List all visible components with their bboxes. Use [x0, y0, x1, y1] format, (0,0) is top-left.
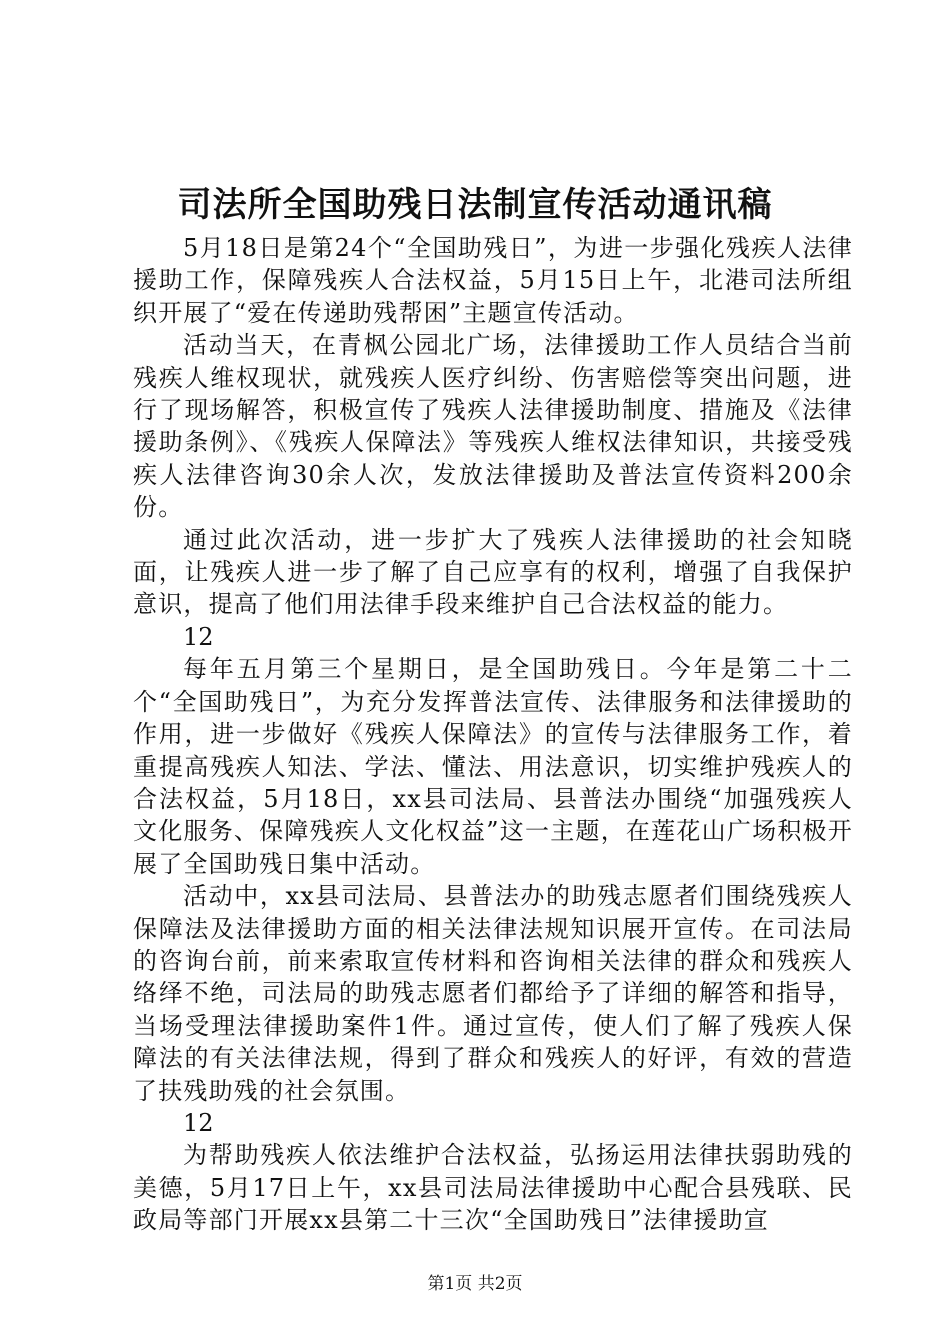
- page-number-footer: 第1页 共2页: [427, 1274, 523, 1294]
- section-marker-1: 12: [183, 622, 214, 651]
- paragraph-2: 活动当天，在青枫公园北广场，法律援助工作人员结合当前残疾人维权现状，就残疾人医疗纠纷、伤害赔偿等突出问题，进行了现场解答，积极宣传了残疾人法律援助制度、措施及《法律援助条例》、《残疾人保障法》等残疾人维权法律知识，共接受残疾人法律咨询30余人次，发放法律援助及普法宣传资料200余份。: [133, 331, 853, 522]
- paragraph-1: 5月18日是第24个“全国助残日”，为进一步强化残疾人法律援助工作，保障残疾人合法权益，5月15日上午，北港司法所组织开展了“爱在传递助残帮困”主题宣传活动。: [133, 234, 853, 327]
- paragraph-3: 通过此次活动，进一步扩大了残疾人法律援助的社会知晓面，让残疾人进一步了解了自己应享有的权利，增强了自我保护意识，提高了他们用法律手段来维护自己合法权益的能力。: [133, 525, 853, 619]
- section-marker-2: 12: [183, 1108, 214, 1137]
- document-body: [133, 232, 853, 1237]
- paragraph-6: 为帮助残疾人依法维护合法权益，弘扬运用法律扶弱助残的美德，5月17日上午，xx县司法局法律援助中心配合县残联、民政局等部门开展xx县第二十三次“全国助残日”法律援助宣: [133, 1141, 853, 1235]
- paragraph-4: 每年五月第三个星期日，是全国助残日。今年是第二十二个“全国助残日”，为充分发挥普法宣传、法律服务和法律援助的作用，进一步做好《残疾人保障法》的宣传与法律服务工作，着重提高残疾人知法、学法、懂法、用法意识，切实维护残疾人的合法权益，5月18日，xx县司法局、县普法办围绕“加强残疾人文化服务、保障残疾人文化权益”这一主题，在莲花山广场积极开展了全国助残日集中活动。: [133, 655, 853, 878]
- document-title: 司法所全国助残日法制宣传活动通讯稿: [177, 185, 773, 225]
- paragraph-5: 活动中，xx县司法局、县普法办的助残志愿者们围绕残疾人保障法及法律援助方面的相关法律法规知识展开宣传。在司法局的咨询台前，前来索取宣传材料和咨询相关法律的群众和残疾人络绎不绝，司法局的助残志愿者们都给予了详细的解答和指导，当场受理法律援助案件1件。通过宣传，使人们了解了残疾人保障法的有关法律法规，得到了群众和残疾人的好评，有效的营造了扶残助残的社会氛围。: [133, 882, 853, 1105]
